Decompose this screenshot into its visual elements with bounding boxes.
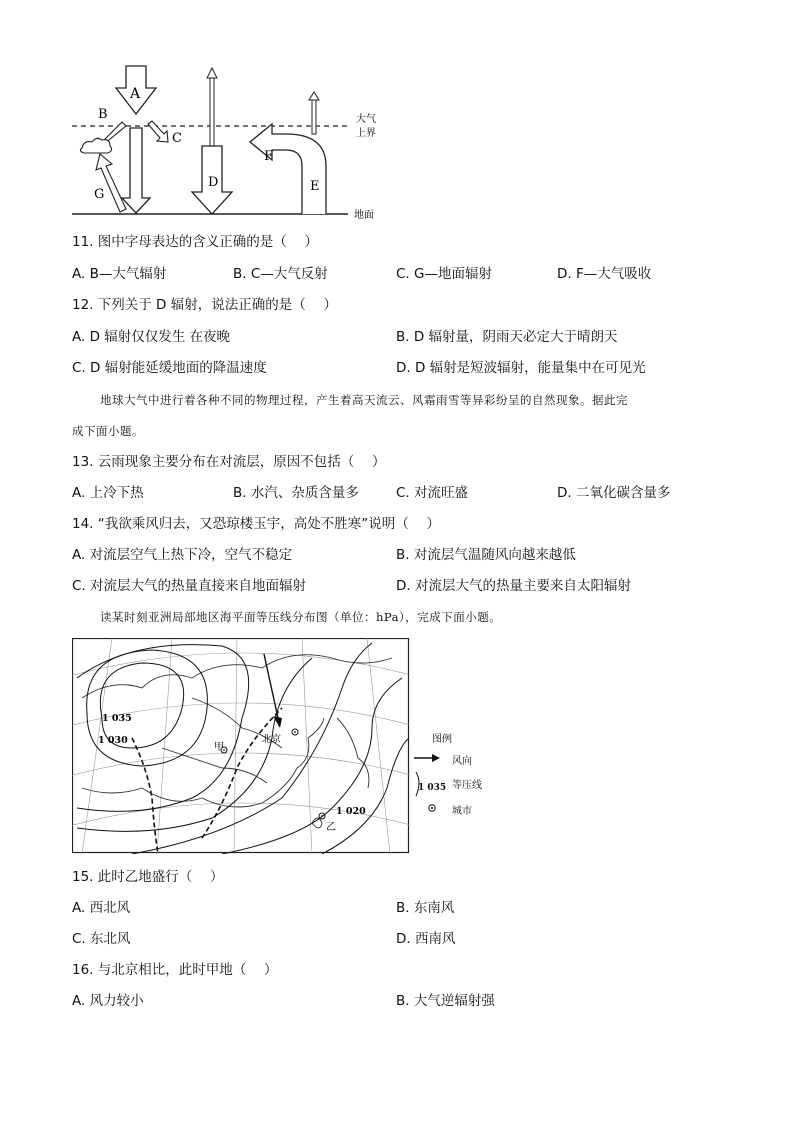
q15-option-d[interactable]: D. 西南风 (396, 931, 456, 947)
arrow-e-up-shaft (312, 98, 316, 134)
label-atmos-top-2: 上界 (356, 128, 376, 139)
q13-option-b[interactable]: B. 水汽、杂质含量多 (233, 485, 359, 501)
q16-option-a[interactable]: A. 风力较小 (72, 993, 144, 1009)
q14-option-c[interactable]: C. 对流层大气的热量直接来自地面辐射 (72, 578, 307, 594)
q11-option-b[interactable]: B. C—大气反射 (233, 266, 328, 282)
arrow-e-f-icon (250, 124, 326, 214)
q12-option-c[interactable]: C. D 辐射能延缓地面的降温速度 (72, 360, 267, 376)
arrow-c-icon (148, 121, 168, 142)
question-15-stem: 15. 此时乙地盛行（ ） (72, 869, 224, 885)
q12-option-d[interactable]: D. D 辐射是短波辐射，能量集中在可见光 (396, 360, 646, 376)
intro-13-14-line1: 地球大气中进行着各种不同的物理过程，产生着高天流云、风霜雨雪等异彩纷呈的自然现象。据此完 (100, 393, 628, 407)
isobar-label-1020: 1 020 (336, 806, 366, 817)
map-legend (410, 728, 500, 828)
legend-label-isobar: 等压线 (452, 780, 482, 791)
question-16-stem: 16. 与北京相比，此时甲地（ ） (72, 962, 278, 978)
q15-option-b[interactable]: B. 东南风 (396, 900, 455, 916)
legend-isobar-sample: 1 035 (418, 783, 447, 793)
legend-title: 图例 (432, 734, 452, 745)
cloud-icon (80, 138, 111, 153)
intro-13-14-line2: 成下面小题。 (72, 424, 144, 438)
question-14-stem: 14. “我欲乘风归去，又恐琼楼玉宇，高处不胜寒”说明（ ） (72, 516, 441, 532)
label-atmos-top-1: 大气 (356, 114, 376, 125)
q11-option-c[interactable]: C. G—地面辐射 (396, 266, 492, 282)
arrow-e-up-head (309, 92, 319, 100)
isobar-label-1035: 1 035 (102, 713, 132, 724)
q14-option-b[interactable]: B. 对流层气温随风向越来越低 (396, 547, 576, 563)
label-f: F (264, 149, 274, 164)
q13-option-a[interactable]: A. 上冷下热 (72, 485, 144, 501)
intro-15-16: 读某时刻亚洲局部地区海平面等压线分布图（单位：hPa），完成下面小题。 (100, 610, 502, 624)
q14-option-d[interactable]: D. 对流层大气的热量主要来自太阳辐射 (396, 578, 631, 594)
label-c: C (172, 131, 182, 146)
radiation-diagram (60, 62, 400, 224)
arrow-icon (412, 752, 442, 764)
arrow-d-up-shaft (210, 76, 214, 146)
label-a: A (130, 86, 141, 102)
label-d: D (208, 175, 219, 190)
q16-option-b[interactable]: B. 大气逆辐射强 (396, 993, 495, 1009)
isobar-map (72, 638, 410, 854)
q11-option-a[interactable]: A. B—大气辐射 (72, 266, 167, 282)
isobar-label-1030: 1 030 (98, 735, 128, 746)
place-label-jia: 甲 (214, 742, 224, 753)
q12-option-a[interactable]: A. D 辐射仅仅发生 在夜晚 (72, 329, 231, 345)
question-13-stem: 13. 云雨现象主要分布在对流层，原因不包括（ ） (72, 454, 386, 470)
place-label-beijing: 北京 (262, 734, 282, 745)
legend-label-city: 城市 (452, 806, 472, 817)
q13-option-c[interactable]: C. 对流旺盛 (396, 485, 469, 501)
place-label-yi: 乙 (326, 822, 336, 833)
q13-option-d[interactable]: D. 二氧化碳含量多 (557, 485, 671, 501)
city-dot-icon (426, 802, 438, 814)
arrow-solar-down-icon (122, 128, 150, 213)
question-12-stem: 12. 下列关于 D 辐射，说法正确的是（ ） (72, 297, 338, 313)
q15-option-a[interactable]: A. 西北风 (72, 900, 131, 916)
question-11-stem: 11. 图中字母表达的含义正确的是（ ） (72, 234, 319, 250)
q11-option-d[interactable]: D. F—大气吸收 (557, 266, 652, 282)
arrow-g-icon (96, 154, 126, 212)
legend-label-wind: 风向 (452, 756, 472, 767)
label-g: G (94, 187, 105, 202)
q12-option-b[interactable]: B. D 辐射量，阴雨天必定大于晴朗天 (396, 329, 618, 345)
q15-option-c[interactable]: C. 东北风 (72, 931, 131, 947)
label-ground: 地面 (354, 210, 374, 221)
arrow-d-up-head (207, 68, 217, 78)
label-e: E (310, 179, 320, 194)
label-b: B (98, 107, 108, 122)
q14-option-a[interactable]: A. 对流层空气上热下冷，空气不稳定 (72, 547, 293, 563)
